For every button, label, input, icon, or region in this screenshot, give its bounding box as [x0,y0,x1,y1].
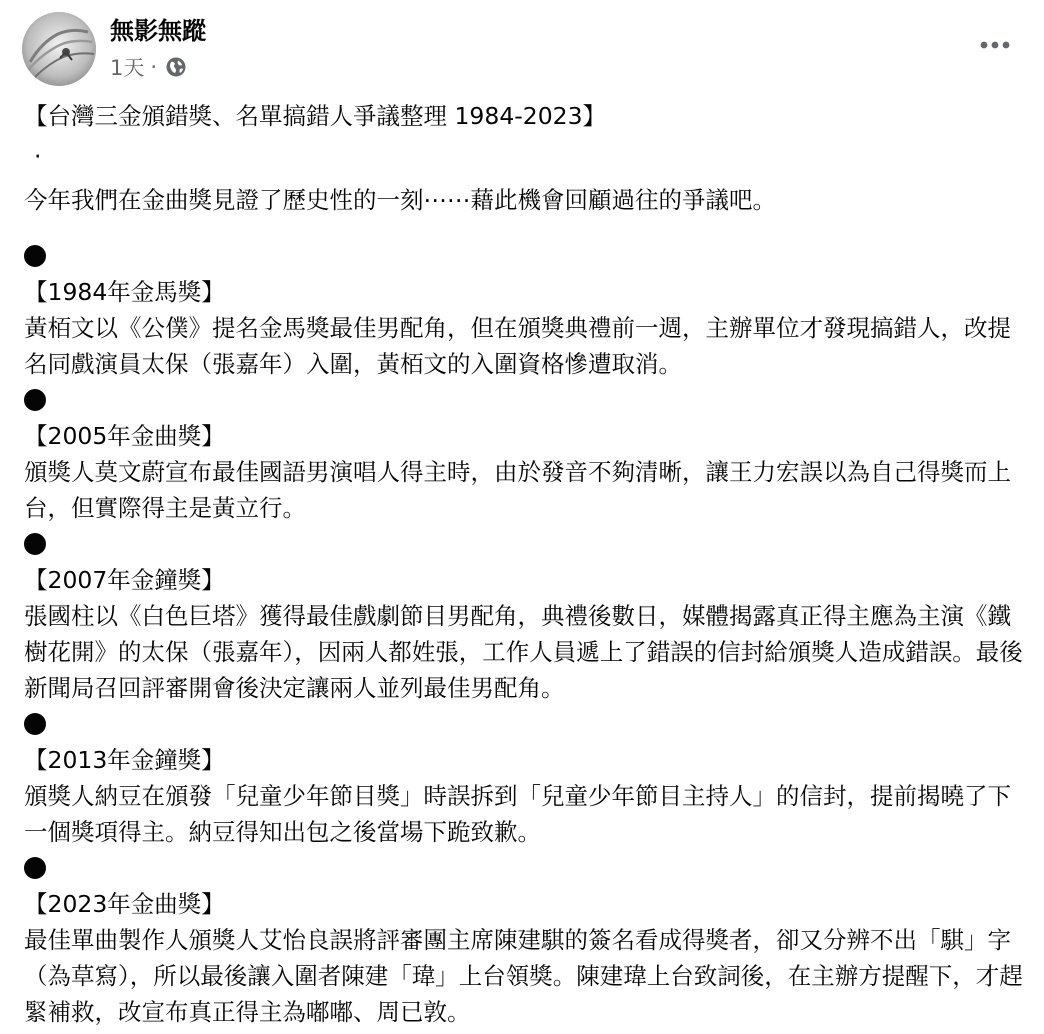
bullet [24,238,1034,274]
section-heading: 【2005年金曲獎】 [24,422,225,450]
more-options-button[interactable] [970,28,1020,62]
bullet-dot-icon [24,389,46,411]
bullet [24,382,1034,418]
section-text: 最佳單曲製作人頒獎人艾怡良誤將評審團主席陳建騏的簽名看成得獎者，卻又分辨不出「騏」字（為草寫），所以最後讓入圍者陳建「瑋」上台領獎。陳建瑋上台致詞後，在主辦方提醒下，才趕緊補救，改宣布真正得主為嘟嘟、周已敦。 [24,926,1023,1026]
post-meta [110,52,187,82]
section-2013 [24,706,1034,850]
meta-separator: · [150,55,158,79]
bullet-dot-icon [24,533,46,555]
section-text: 頒獎人納豆在頒發「兒童少年節目獎」時誤拆到「兒童少年節目主持人」的信封，提前揭曉了下一個獎項得主。納豆得知出包之後當場下跪致歉。 [24,782,1011,846]
post-header [0,0,1044,100]
section-text: 張國柱以《白色巨塔》獲得最佳戲劇節目男配角，典禮後數日，媒體揭露真正得主應為主演《鐵樹花開》的太保（張嘉年），因兩人都姓張，工作人員遞上了錯誤的信封給頒獎人造成錯誤。最後新聞局召回評審開會後決定讓兩人並列最佳男配角。 [24,602,1023,702]
section-heading: 【2007年金鐘獎】 [24,566,225,594]
post-time[interactable]: 1天 [110,56,145,80]
section-heading: 【2023年金曲獎】 [24,890,225,918]
dot-separator: · [34,142,42,170]
section-2005 [24,382,1034,526]
section-2007 [24,526,1034,706]
avatar[interactable] [22,12,96,86]
post-intro: 今年我們在金曲獎見證了歷史性的一刻⋯⋯藉此機會回顧過往的爭議吧。 [24,186,776,214]
section-text: 頒獎人莫文蔚宣布最佳國語男演唱人得主時，由於發音不夠清晰，讓王力宏誤以為自己得獎而上台，但實際得主是黃立行。 [24,458,1011,522]
section-2023 [24,850,1034,1030]
bullet [24,706,1034,742]
bullet [24,526,1034,562]
globe-icon[interactable] [165,56,187,78]
bullet [24,850,1034,886]
post-body [24,98,1034,1030]
post-title: 【台灣三金頒錯獎、名單搞錯人爭議整理 1984-2023】 [24,102,607,130]
bullet-dot-icon [24,245,46,267]
more-options-icon [979,40,1011,50]
author-name[interactable]: 無影無蹤 [110,17,206,45]
section-heading: 【2013年金鐘獎】 [24,746,225,774]
section-text: 黃栢文以《公僕》提名金馬獎最佳男配角，但在頒獎典禮前一週，主辦單位才發現搞錯人，改提名同戲演員太保（張嘉年）入圍，黃栢文的入圍資格慘遭取消。 [24,314,1011,378]
section-heading: 【1984年金馬獎】 [24,278,225,306]
section-1984 [24,238,1034,382]
bullet-dot-icon [24,713,46,735]
bullet-dot-icon [24,857,46,879]
